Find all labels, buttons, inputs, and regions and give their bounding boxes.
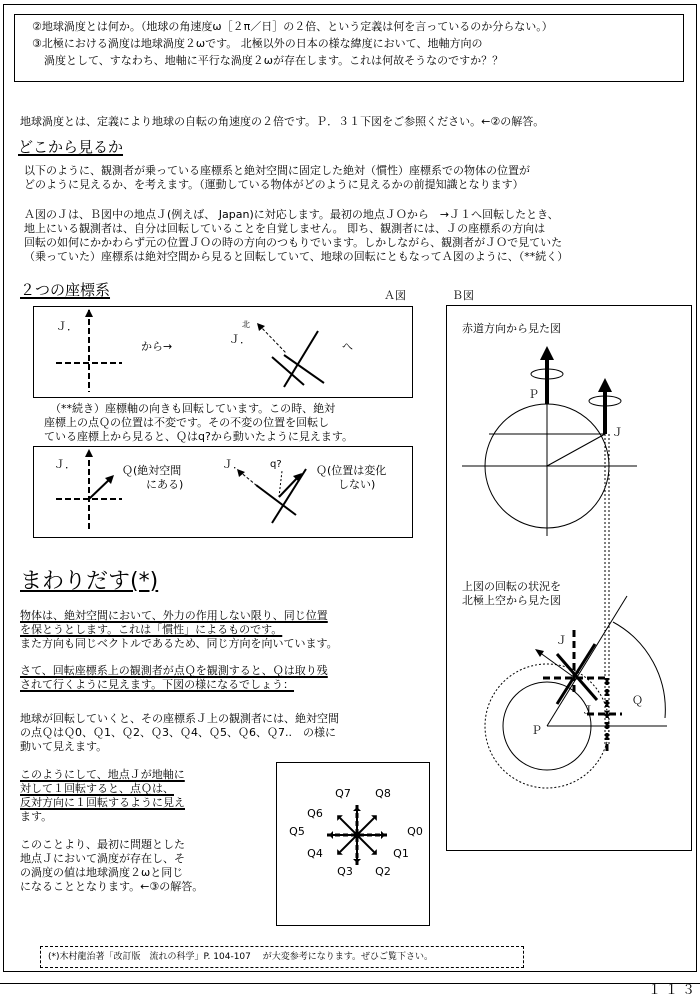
continued-line: （**続き）座標軸の向きも回転しています。この時、絶対 [50, 402, 336, 415]
diagram-a2-j1: Ｊ． [54, 458, 76, 471]
paragraph-line: さて、回転座標系上の観測者が点Ｑを観測すると、Ｑは取り残 [20, 664, 328, 677]
paragraph-line: 以下のように、観測者が乗っている座標系と絶対空間に固定した絶対（慣性）座標系での物体の位置が [24, 164, 530, 177]
figure-b-j-lower: Ｊ [582, 704, 593, 717]
paragraph-line: 回転の如何にかかわらず元の位置ＪＯの時の方向のつもりでいます。しかしながら、観測者がＪＯで見ていた [24, 236, 563, 249]
q-arrow [340, 835, 357, 852]
figure-b-q: Ｑ [632, 694, 643, 707]
paragraph-line: また方向も同じベクトルであるため、同じ方向を向いています。 [20, 637, 338, 650]
q-label: Q1 [393, 847, 409, 860]
paragraph-line: の点ＱはＱ0、Ｑ1、Ｑ2、Ｑ3、Ｑ4、Ｑ5、Ｑ6、Ｑ7.. の様に [20, 726, 336, 739]
question-line-1: ②地球渦度とは何か。（地球の角速度ω［２π／日］の２倍、という定義は何を言っているのか分らない。） [32, 20, 553, 33]
q-arrowhead [381, 831, 385, 839]
footer-rule [0, 983, 700, 984]
diagram-a1-j1: Ｊ． [56, 320, 78, 333]
diagram-a1-north: 北 [242, 320, 250, 329]
section-heading-two-coords: ２つの座標系 [20, 281, 111, 299]
paragraph-line: ます。 [20, 810, 53, 823]
q-label: Q3 [337, 865, 353, 878]
paragraph-line: このことより、最初に問題とした [20, 838, 185, 851]
q-arrowhead [329, 831, 333, 839]
paragraph-line: されて行くように見えます。下図の様になるでしょう： [20, 678, 295, 691]
q-label: Q7 [335, 787, 351, 800]
diagram-a2-q-small: q? [270, 459, 282, 470]
continued-line: 座標上の点Ｑの位置は不変です。その不変の位置を回転し [44, 416, 330, 429]
paragraph-line: 対して１回転すると、点Ｑは、 [20, 782, 174, 795]
q-arrowhead [353, 807, 361, 811]
answer-line: 地球渦度とは、定義により地球の自転の角速度の２倍です。Ｐ．３１下図をご参照ください。←②の解答。 [20, 115, 545, 128]
q-arrow [357, 835, 374, 852]
figure-b-title-bottom-2: 北極上空から見た図 [462, 594, 561, 607]
section-heading-where: どこから見るか [18, 138, 124, 156]
paragraph-line: 地球が回転していくと、その座標系Ｊ上の観測者には、絶対空間 [20, 712, 339, 725]
figure-b-p: Ｐ [528, 388, 539, 401]
diagram-a2-q-change-2: しない) [338, 478, 376, 491]
q-arrow [340, 818, 357, 835]
paragraph-line: の渦度の値は地球渦度２ωと同じ [20, 866, 184, 879]
paragraph-line: 地点Ｊにおいて渦度が存在し、そ [20, 852, 185, 865]
footnote: (*)木村龍治著「改訂版 流れの科学」P. 104-107 が大変参考になります。ぜひご覧下さい。 [48, 952, 434, 962]
figure-b [446, 305, 692, 851]
paragraph-line: このようにして、地点Ｊが地軸に [20, 768, 185, 781]
q-label: Q0 [407, 825, 423, 838]
q-arrow [357, 818, 374, 835]
page-number: １１３ [648, 983, 700, 998]
diagram-a1-kara: から→ [141, 340, 173, 353]
q-label: Q6 [307, 807, 323, 820]
paragraph-line: どのように見えるか、を考えます。（運動している物体がどのように見えるかの前提知識となります） [24, 178, 524, 191]
figure-b-title-top: 赤道方向から見た図 [462, 322, 561, 335]
figure-a-label: Ａ図 [384, 289, 406, 302]
diagram-a1 [33, 306, 413, 398]
diagram-a1-j2: Ｊ． [229, 333, 251, 346]
figure-b-j: Ｊ [612, 426, 623, 439]
question-line-3: 渦度として、すなわち、地軸に平行な渦度２ωが存在します。これは何故そうなのですか？？ [44, 54, 504, 67]
diagram-a2-q-change-1: Ｑ(位置は変化 [316, 464, 387, 477]
paragraph-line: になることとなります。←③の解答。 [20, 880, 204, 893]
q-label: Q8 [375, 787, 391, 800]
diagram-a1-he: へ [342, 340, 353, 353]
figure-b-title-bottom-1: 上図の回転の状況を [462, 580, 561, 593]
paragraph-line: 動いて見えます。 [20, 740, 108, 753]
figure-b-p-lower: Ｐ [531, 724, 542, 737]
paragraph-line: Ａ図のＪは、Ｂ図中の地点Ｊ(例えば、 Japan)に対応します。最初の地点ＪＯから →Ｊ１へ回転したとき、 [24, 208, 559, 221]
q-label: Q4 [307, 847, 323, 860]
diagram-a2-q-absolute-2: にある) [146, 478, 184, 491]
q-label: Q2 [375, 865, 391, 878]
paragraph-line: を保とうとします。これは「慣性」によるものです。 [20, 623, 283, 636]
section-heading-start-rotating: まわりだす(*) [20, 569, 159, 594]
q-arrowhead [353, 859, 361, 863]
paragraph-line: 反対方向に１回転するように見え [20, 796, 185, 809]
paragraph-line: 地上にいる観測者は、自分は回転していることを自覚しません。 即ち、観測者には、Ｊの座標系の方向は [24, 222, 546, 235]
continued-line: ている座標上から見ると、Ｑはq?から動いたように見えます。 [44, 430, 353, 443]
paragraph-line: 物体は、絶対空間において、外力の作用しない限り、同じ位置 [20, 609, 328, 622]
diagram-a2-j2: Ｊ． [222, 458, 244, 471]
q-rotation-diagram [276, 762, 430, 926]
paragraph-line: （乗っていた）座標系は絶対空間から見ると回転していて、地球の回転にともなってＡ図のように、（**続く） [24, 250, 569, 263]
question-line-2: ③北極における渦度は地球渦度２ωです。 北極以外の日本の様な緯度において、地軸方向の [32, 37, 483, 50]
diagram-a2-q-absolute-1: Ｑ(絶対空間 [122, 464, 182, 477]
q-label: Q5 [289, 825, 305, 838]
figure-b-label: Ｂ図 [452, 289, 474, 302]
figure-b-j-upper: Ｊ [556, 634, 567, 647]
